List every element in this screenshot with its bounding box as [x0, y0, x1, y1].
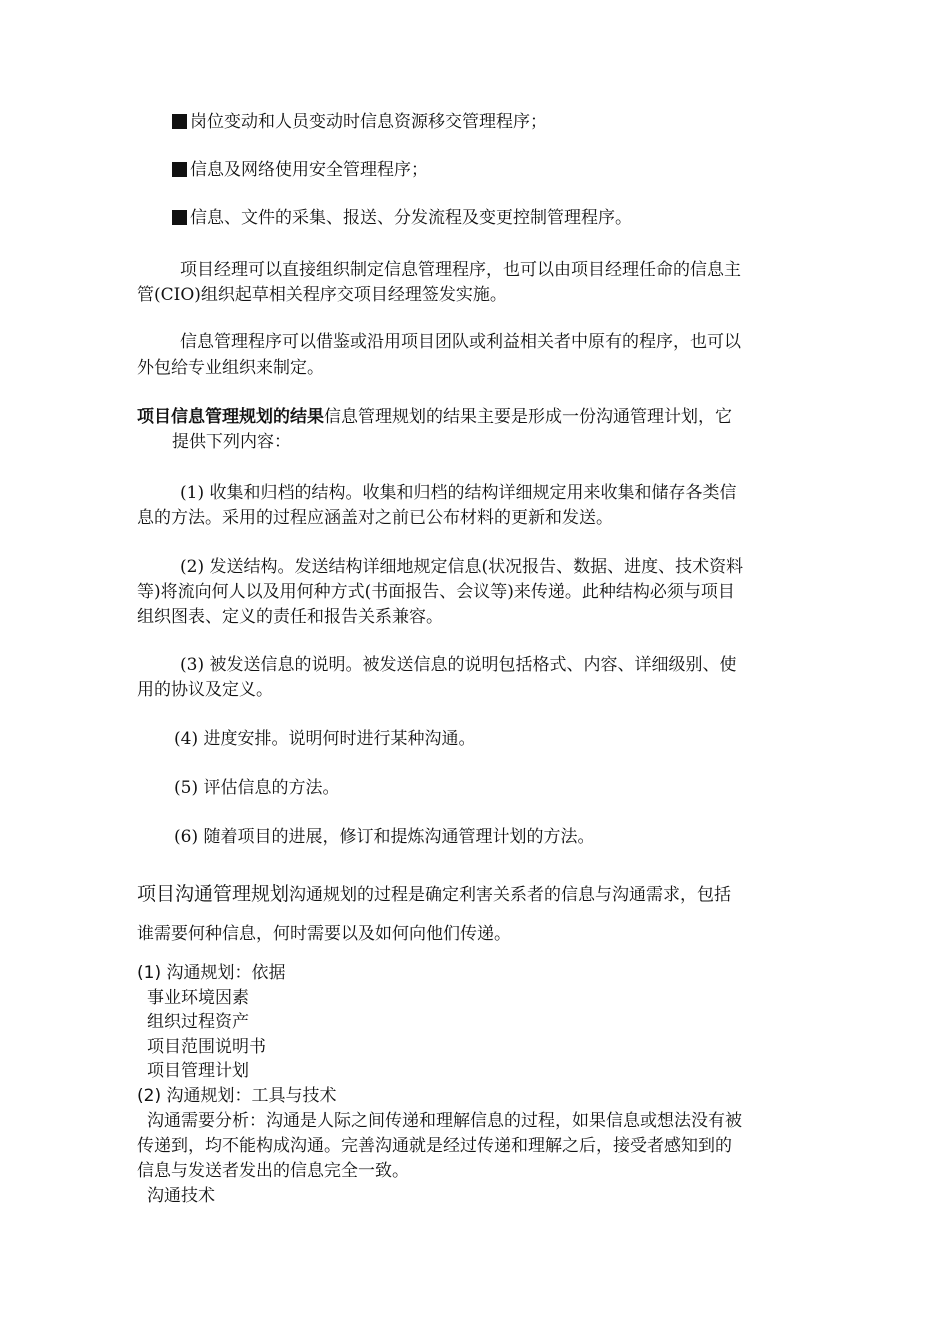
subheading: (1) 沟通规划：依据 [137, 963, 286, 983]
paragraph-line: 管(CIO)组织起草相关程序交项目经理签发实施。 [137, 285, 507, 305]
bullet-item: 信息及网络使用安全管理程序； [172, 158, 428, 182]
section-comm-line: 项目沟通管理规划沟通规划的过程是确定利害关系者的信息与沟通需求，包括 [137, 883, 732, 905]
section-heading: 项目信息管理规划的结果 [137, 407, 324, 427]
paragraph-line: 提供下列内容： [172, 432, 291, 452]
list-item: (3) 被发送信息的说明。被发送信息的说明包括格式、内容、详细级别、使 [180, 655, 737, 675]
list-item: 项目范围说明书 [147, 1037, 266, 1057]
list-item: 组织过程资产 [147, 1012, 249, 1032]
paragraph-line: 项目经理可以直接组织制定信息管理程序，也可以由项目经理任命的信息主 [180, 260, 741, 280]
subheading: (2) 沟通规划：工具与技术 [137, 1086, 337, 1106]
square-bullet-icon [172, 210, 187, 225]
section-heading: 项目沟通管理规划 [137, 883, 290, 905]
paragraph-line: 信息与发送者发出的信息完全一致。 [137, 1161, 409, 1181]
list-item: 事业环境因素 [147, 988, 249, 1008]
list-item: 息的方法。采用的过程应涵盖对之前已公布材料的更新和发送。 [137, 508, 613, 528]
list-item: (1) 收集和归档的结构。收集和归档的结构详细规定用来收集和储存各类信 [180, 483, 737, 503]
paragraph-line: 信息管理程序可以借鉴或沿用项目团队或利益相关者中原有的程序，也可以 [180, 332, 741, 352]
list-item: 等)将流向何人以及用何种方式(书面报告、会议等)来传递。此种结构必须与项目 [137, 582, 735, 602]
list-item: (5) 评估信息的方法。 [174, 778, 340, 798]
list-item: 用的协议及定义。 [137, 680, 273, 700]
bullet-item: 岗位变动和人员变动时信息资源移交管理程序； [172, 110, 547, 134]
list-item: 组织图表、定义的责任和报告关系兼容。 [137, 607, 443, 627]
square-bullet-icon [172, 114, 187, 129]
bullet-item: 信息、文件的采集、报送、分发流程及变更控制管理程序。 [172, 206, 632, 230]
list-item: 项目管理计划 [147, 1061, 249, 1081]
paragraph-line: 谁需要何种信息，何时需要以及如何向他们传递。 [137, 924, 511, 944]
list-item: (6) 随着项目的进展，修订和提炼沟通管理计划的方法。 [174, 827, 595, 847]
list-item: (4) 进度安排。说明何时进行某种沟通。 [174, 729, 476, 749]
paragraph-line: 沟通需要分析：沟通是人际之间传递和理解信息的过程，如果信息或想法没有被 [147, 1111, 742, 1131]
list-item: 沟通技术 [147, 1186, 215, 1206]
paragraph-line: 外包给专业组织来制定。 [137, 358, 324, 378]
section-result-line: 项目信息管理规划的结果信息管理规划的结果主要是形成一份沟通管理计划，它 [137, 407, 732, 427]
paragraph-line: 传递到，均不能构成沟通。完善沟通就是经过传递和理解之后，接受者感知到的 [137, 1136, 732, 1156]
square-bullet-icon [172, 162, 187, 177]
list-item: (2) 发送结构。发送结构详细地规定信息(状况报告、数据、进度、技术资料 [180, 557, 744, 577]
